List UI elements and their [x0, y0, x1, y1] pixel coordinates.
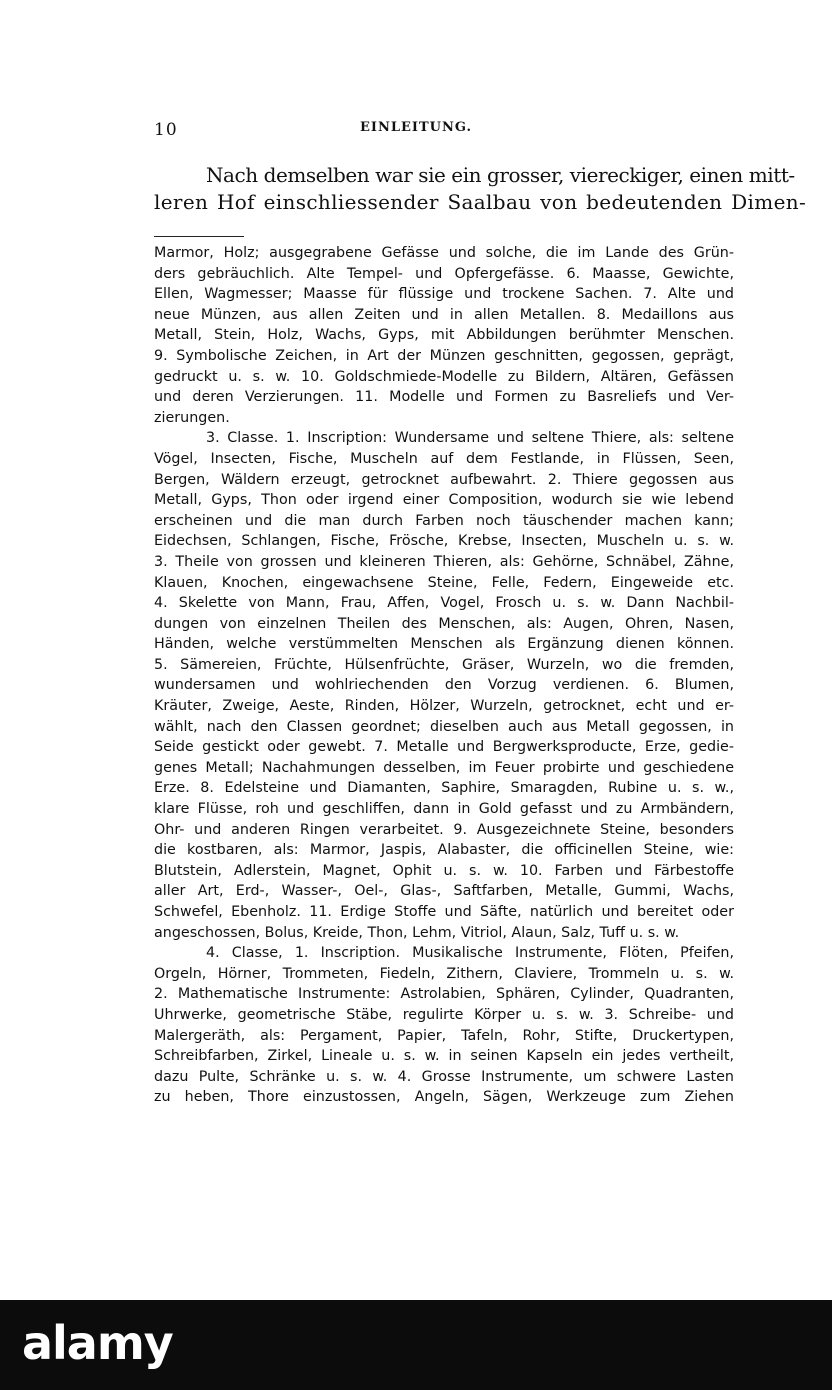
footnote-line: angeschossen, Bolus, Kreide, Thon, Lehm, Vitriol, Alaun, Salz, Tuff u. s. w.	[154, 924, 680, 941]
watermark-logo: alamy	[22, 1316, 173, 1370]
footnote-line: erscheinen und die man durch Farben noch täuschender machen kann;	[154, 512, 734, 529]
footnote-line: genes Metall; Nachahmungen desselben, im Feuer probirte und geschiedene	[154, 759, 734, 776]
footnote-line: Uhrwerke, geometrische Stäbe, regulirte Körper u. s. w. 3. Schreibe- und	[154, 1006, 734, 1023]
footnote-line: Vögel, Insecten, Fische, Muscheln auf dem Festlande, in Flüssen, Seen,	[154, 450, 734, 467]
footnote-line: dazu Pulte, Schränke u. s. w. 4. Grosse Instrumente, um schwere Lasten	[154, 1068, 734, 1085]
footnote-line: dungen von einzelnen Theilen des Menschen, als: Augen, Ohren, Nasen,	[154, 615, 734, 632]
footnote-line: 3. Theile von grossen und kleineren Thieren, als: Gehörne, Schnäbel, Zähne,	[154, 553, 734, 570]
running-head: EINLEITUNG.	[359, 120, 473, 135]
footnote-line: gedruckt u. s. w. 10. Goldschmiede-Modelle zu Bildern, Altären, Gefässen	[154, 368, 734, 385]
footnote-line: Ellen, Wagmesser; Maasse für flüssige und trockene Sachen. 7. Alte und	[154, 286, 734, 303]
footnote-line: Kräuter, Zweige, Aeste, Rinden, Hölzer, Wurzeln, getrocknet, echt und er-	[154, 698, 734, 715]
footnote-line: die kostbaren, als: Marmor, Jaspis, Alabaster, die officinellen Steine, wie:	[154, 842, 734, 859]
footnote-line: klare Flüsse, roh und geschliffen, dann in Gold gefasst und zu Armbändern,	[154, 801, 734, 818]
footnote-line: Klauen, Knochen, eingewachsene Steine, Felle, Federn, Eingeweide etc.	[154, 574, 734, 591]
footnote-line: Seide gestickt oder gewebt. 7. Metalle und Bergwerksproducte, Erze, gedie-	[154, 739, 734, 756]
footnote-divider	[154, 236, 244, 237]
footnote-line: zierungen.	[154, 409, 230, 426]
footnote-line: Metall, Gyps, Thon oder irgend einer Composition, wodurch sie wie lebend	[154, 492, 734, 509]
footnote-line: Händen, welche verstümmelten Menschen als Ergänzung dienen können.	[154, 636, 734, 653]
footnote-line: 4. Skelette von Mann, Frau, Affen, Vogel, Frosch u. s. w. Dann Nachbil-	[154, 595, 734, 612]
footnote-line: 3. Classe. 1. Inscription: Wundersame und seltene Thiere, als: seltene	[206, 430, 734, 447]
footnote-line: Schwefel, Ebenholz. 11. Erdige Stoffe und Säfte, natürlich und bereitet oder	[154, 904, 734, 920]
footnote-line: Malergeräth, als: Pergament, Papier, Tafeln, Rohr, Stifte, Druckertypen,	[154, 1027, 734, 1044]
footnote-line: Eidechsen, Schlangen, Fische, Frösche, Krebse, Insecten, Muscheln u. s. w.	[154, 533, 734, 550]
footnote-line: 4. Classe, 1. Inscription. Musikalische Instrumente, Flöten, Pfeifen,	[206, 945, 734, 962]
main-text-line: leren Hof einschliessender Saalbau von bedeutenden Dimen-	[154, 190, 807, 214]
page-number: 10	[154, 120, 178, 140]
footnote-line: Marmor, Holz; ausgegrabene Gefässe und solche, die im Lande des Grün-	[154, 245, 734, 261]
footnote-line: wundersamen und wohlriechenden den Vorzug verdienen. 6. Blumen,	[154, 677, 734, 694]
footnote-line: Metall, Stein, Holz, Wachs, Gyps, mit Abbildungen berühmter Menschen.	[154, 327, 734, 344]
footnote-line: Schreibfarben, Zirkel, Lineale u. s. w. in seinen Kapseln ein jedes vertheilt,	[154, 1048, 734, 1065]
footnote-line: und deren Verzierungen. 11. Modelle und Formen zu Basreliefs und Ver-	[154, 389, 734, 406]
footnote-line: Bergen, Wäldern erzeugt, getrocknet aufbewahrt. 2. Thiere gegossen aus	[154, 471, 734, 488]
footnote-block	[154, 243, 734, 1108]
footnote-line: wählt, nach den Classen geordnet; dieselben auch aus Metall gegossen, in	[154, 718, 734, 735]
footnote-line: Ohr- und anderen Ringen verarbeitet. 9. Ausgezeichnete Steine, besonders	[154, 821, 734, 838]
footnote-line: aller Art, Erd-, Wasser-, Oel-, Glas-, Saftfarben, Metalle, Gummi, Wachs,	[154, 883, 734, 900]
footnote-line: ders gebräuchlich. Alte Tempel- und Opfergefässe. 6. Maasse, Gewichte,	[154, 265, 734, 282]
footnote-line: neue Münzen, aus allen Zeiten und in allen Metallen. 8. Medaillons aus	[154, 306, 734, 323]
footnote-line: Erze. 8. Edelsteine und Diamanten, Saphire, Smaragden, Rubine u. s. w.,	[154, 780, 734, 797]
footnote-line: Orgeln, Hörner, Trommeten, Fiedeln, Zithern, Claviere, Trommeln u. s. w.	[154, 965, 734, 982]
main-text-line: Nach demselben war sie ein grosser, viereckiger, einen mitt-	[206, 163, 795, 187]
footnote-line: Blutstein, Adlerstein, Magnet, Ophit u. s. w. 10. Farben und Färbestoffe	[154, 862, 734, 879]
footnote-line: zu heben, Thore einzustossen, Angeln, Sägen, Werkzeuge zum Ziehen	[154, 1089, 734, 1106]
footnote-line: 2. Mathematische Instrumente: Astrolabien, Sphären, Cylinder, Quadranten,	[154, 986, 734, 1003]
footnote-line: 9. Symbolische Zeichen, in Art der Münzen geschnitten, gegossen, geprägt,	[154, 347, 734, 364]
footnote-line: 5. Sämereien, Früchte, Hülsenfrüchte, Gräser, Wurzeln, wo die fremden,	[154, 656, 734, 673]
main-paragraph	[154, 162, 807, 216]
